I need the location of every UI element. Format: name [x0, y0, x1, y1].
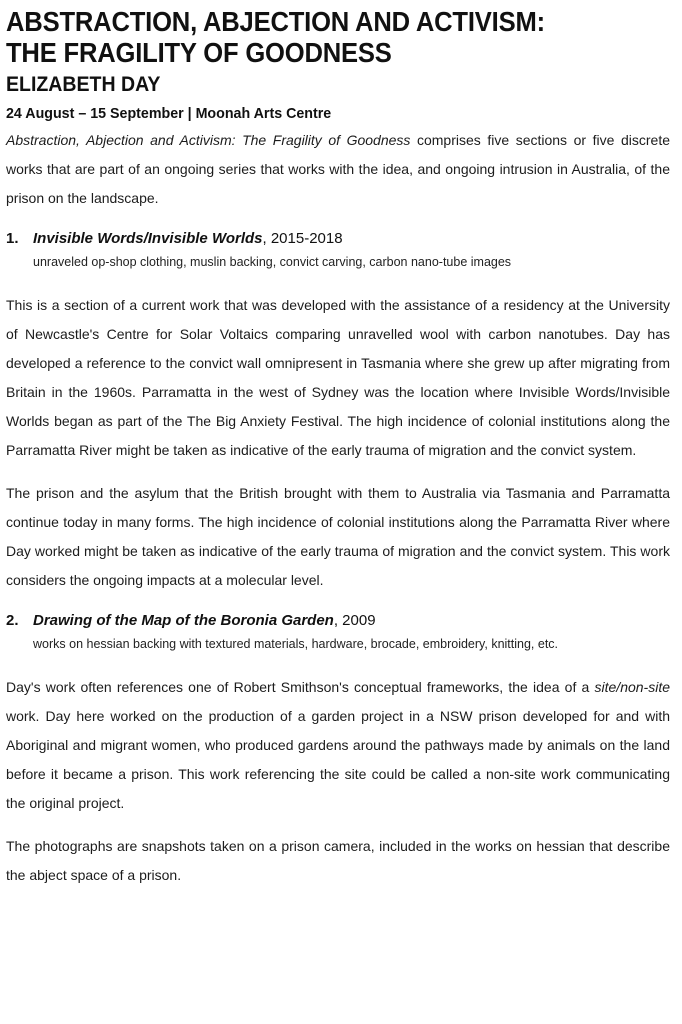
artist-name: ELIZABETH DAY — [6, 73, 161, 96]
section-1-number: 1. — [6, 230, 19, 247]
section-1-medium: unraveled op-shop clothing, muslin backing, convict carving, carbon nano-tube images — [33, 255, 512, 269]
section-2-p1-pre: Day's work often references one of Robert Smithson's conceptual frameworks, the idea of a — [6, 679, 595, 695]
intro-italic-title: Abstraction, Abjection and Activism: The Fragility of Goodness — [6, 132, 411, 148]
title-line-1: ABSTRACTION, ABJECTION AND ACTIVISM: — [6, 6, 545, 37]
section-2-year: , 2009 — [333, 612, 376, 629]
section-1-heading — [6, 229, 670, 249]
intro-paragraph — [6, 126, 670, 213]
section-2-p1-post: work. Day here worked on the production of a garden project in a NSW prison developed for and with Aboriginal and migrant women, who produced gardens around the pathways made by animals on the land before it became a prison. This work referencing the site could be called a non-site work communicating the original project. — [6, 708, 670, 811]
section-1-title: Invisible Words/Invisible Worlds — [33, 230, 263, 247]
section-2-title: Drawing of the Map of the Boronia Garden — [33, 612, 334, 629]
dates-venue: 24 August – 15 September | Moonah Arts Centre — [6, 105, 332, 122]
section-2-medium: works on hessian backing with textured materials, hardware, brocade, embroidery, knitting, etc. — [33, 637, 559, 651]
section-2-paragraph-2: The photographs are snapshots taken on a prison camera, included in the works on hessian that describe the abject space of a prison. — [6, 838, 670, 883]
title-line-2: THE FRAGILITY OF GOODNESS — [6, 37, 392, 68]
section-2-paragraph-1 — [6, 673, 670, 818]
section-2-p1-italic: site/non-site — [594, 679, 670, 695]
section-1-paragraph-2: The prison and the asylum that the British brought with them to Australia via Tasmania and Parramatta continue today in many forms. The high incidence of colonial institutions along the Parramatta River where Day worked might be taken as indicative of the early trauma of migration and the convict system. This work considers the ongoing impacts at a molecular level. — [6, 485, 670, 588]
intro-text: comprises five sections or five discrete works that are part of an ongoing series that works with the idea, and ongoing intrusion in Australia, of the prison on the landscape. — [6, 132, 670, 206]
section-2-number: 2. — [6, 612, 19, 629]
section-1-paragraph-1: This is a section of a current work that was developed with the assistance of a residency at the University of Newcastle's Centre for Solar Voltaics comparing unravelled wool with carbon nanotubes. Day has developed a reference to the convict wall omnipresent in Tasmania where she grew up after migrating from Britain in the 1960s. Parramatta in the west of Sydney was the location where Invisible Words/Invisible Worlds began as part of the The Big Anxiety Festival. The high incidence of colonial institutions along the Parramatta River might be taken as indicative of the early trauma of migration and the convict system. — [6, 297, 670, 458]
section-1-year: , 2015-2018 — [262, 230, 343, 247]
section-2-heading — [6, 611, 670, 631]
